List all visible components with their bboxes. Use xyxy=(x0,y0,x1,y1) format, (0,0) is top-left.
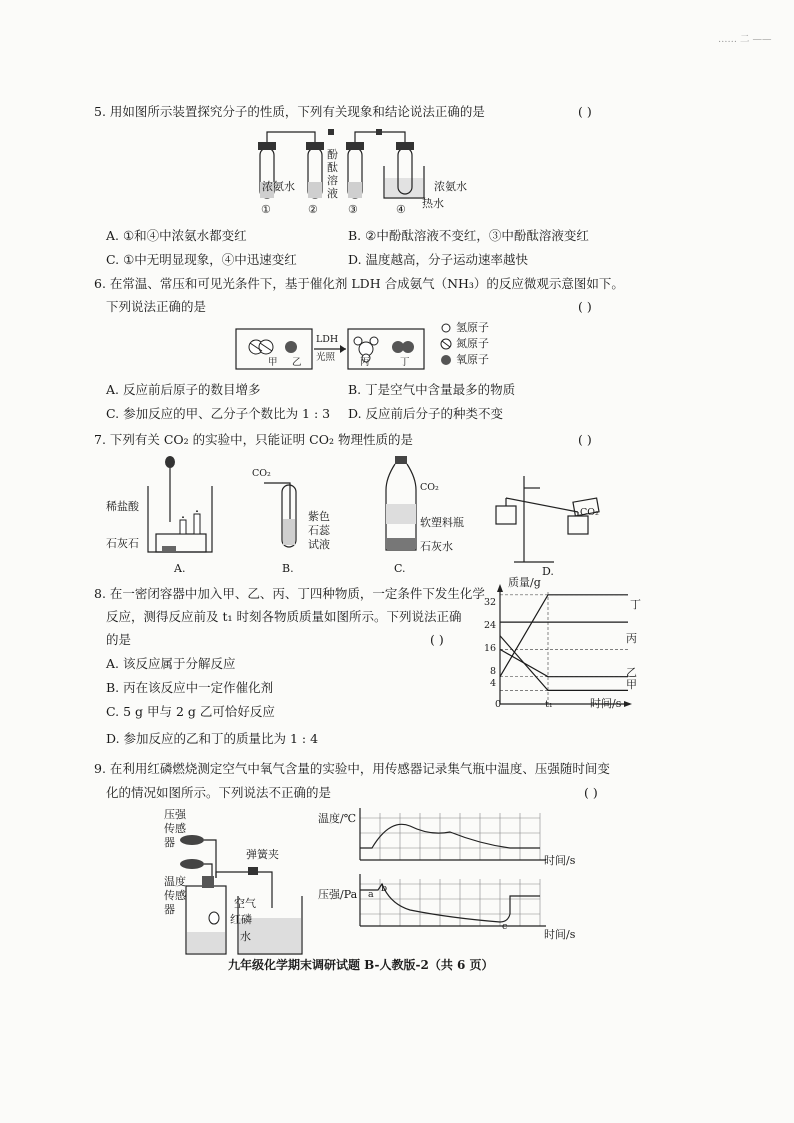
q8-stem-line1: 8. 在一密闭容器中加入甲、乙、丙、丁四种物质，一定条件下发生化学 xyxy=(94,586,485,601)
q9-time-axis-label-1: 时间/s xyxy=(544,854,576,867)
q7-figure-c xyxy=(382,456,422,556)
q8-series-jia-label: 甲 xyxy=(626,678,637,691)
q6-option-a[interactable]: A. 反应前后原子的数目增多 xyxy=(106,382,261,397)
q5-tube-3-number: ③ xyxy=(348,203,358,216)
q6-label-yi: 乙 xyxy=(292,357,302,368)
q7-b-label-co2: CO₂ xyxy=(252,468,271,479)
q7-a-caption: A. xyxy=(174,562,186,575)
q7-c-label-co2: CO₂ xyxy=(420,482,439,493)
q7-d-label-co2: CO₂ xyxy=(580,507,599,518)
q9-stem-line1: 9. 在利用红磷燃烧测定空气中氧气含量的实验中，用传感器记录集气瓶中温度、压强随时间变 xyxy=(94,761,610,776)
q8-stem-line2: 反应，测得反应前及 t₁ 时刻各物质质量如图所示。下列说法正确 xyxy=(106,609,462,624)
q9-point-a: a xyxy=(368,889,374,900)
q7-b-label-litmus: 紫色石蕊试液 xyxy=(308,510,330,551)
q8-option-b[interactable]: B. 丙在该反应中一定作催化剂 xyxy=(106,680,274,695)
q9-time-axis-label-2: 时间/s xyxy=(544,928,576,941)
q8-series-ding-label: 丁 xyxy=(630,598,641,611)
q6-option-c[interactable]: C. 参加反应的甲、乙分子个数比为 1 : 3 xyxy=(106,406,331,421)
q6-label-light: 光照 xyxy=(316,352,336,363)
q8-answer-paren: ( ) xyxy=(430,632,444,647)
q5-tube-2-number: ② xyxy=(308,203,318,216)
q7-figure-a xyxy=(140,456,220,556)
q5-option-a[interactable]: A. ①和④中浓氨水都变红 xyxy=(106,228,247,243)
q5-label-phenolphthalein: 酚酞溶液 xyxy=(327,148,338,200)
q8-series-line-0 xyxy=(500,595,628,677)
q9-pressure-axis-label: 压强/Pa xyxy=(318,888,358,901)
q8-x-tick-0: 0 xyxy=(495,699,502,710)
q7-stem: 7. 下列有关 CO₂ 的实验中，只能证明 CO₂ 物理性质的是 xyxy=(94,432,413,447)
q9-label-temperature-sensor: 温度传感器 xyxy=(164,875,186,916)
q7-c-label-limewater: 石灰水 xyxy=(420,540,453,553)
q9-point-b: b xyxy=(381,883,388,894)
q6-label-ding: 丁 xyxy=(400,357,410,368)
q6-label-bing: 丙 xyxy=(360,357,370,368)
q9-temperature-axis-label: 温度/℃ xyxy=(318,812,357,825)
q5-option-c[interactable]: C. ①中无明显现象，④中迅速变红 xyxy=(106,252,297,267)
q7-a-label-limestone: 石灰石 xyxy=(106,537,139,550)
q5-label-ammonia-1: 浓氨水 xyxy=(262,180,295,193)
q6-answer-paren: ( ) xyxy=(578,299,592,314)
q7-a-label-hcl: 稀盐酸 xyxy=(106,500,139,513)
q8-x-tick-t1: t₁ xyxy=(545,699,553,710)
q5-label-ammonia-4: 浓氨水 xyxy=(434,180,467,193)
q6-label-jia: 甲 xyxy=(268,357,278,368)
q7-figure-d xyxy=(494,466,594,566)
q7-figure-b xyxy=(262,475,312,555)
q9-label-air: 空气 xyxy=(234,897,256,910)
q5-label-hot-water: 热水 xyxy=(422,197,444,210)
q9-label-red-phosphorus: 红磷 xyxy=(230,913,252,926)
q6-stem-line1: 6. 在常温、常压和可见光条件下，基于催化剂 LDH 合成氨气（NH₃）的反应微观示意图如下。 xyxy=(94,276,624,291)
q8-y-axis-label: 质量/g xyxy=(508,576,541,589)
q8-y-tick-16: 16 xyxy=(484,643,497,654)
q6-legend-nitrogen: 氮原子 xyxy=(456,337,489,350)
page-footer: 九年级化学期末调研试题 B-人教版-2（共 6 页） xyxy=(228,958,494,972)
q8-y-tick-4: 4 xyxy=(490,678,497,689)
q8-series-bing-label: 丙 xyxy=(626,632,637,645)
q5-option-d[interactable]: D. 温度越高，分子运动速率越快 xyxy=(348,252,529,267)
q8-series-yi-label: 乙 xyxy=(626,666,637,679)
q9-point-c: c xyxy=(502,921,508,932)
q5-tube-4-number: ④ xyxy=(396,203,406,216)
q9-label-spring-clamp: 弹簧夹 xyxy=(246,848,279,861)
q8-x-axis-label: 时间/s xyxy=(590,697,622,710)
q8-stem-line3: 的是 xyxy=(106,632,132,647)
q6-legend-symbols xyxy=(440,322,454,372)
q7-b-caption: B. xyxy=(282,562,294,575)
q9-temperature-graph xyxy=(350,808,550,868)
q8-y-tick-32: 32 xyxy=(484,597,497,608)
q8-mass-chart xyxy=(478,580,648,720)
q7-c-label-bottle: 软塑料瓶 xyxy=(420,516,464,529)
q7-c-caption: C. xyxy=(394,562,406,575)
q8-series-line-2 xyxy=(500,649,628,676)
q5-option-b[interactable]: B. ②中酚酞溶液不变红，③中酚酞溶液变红 xyxy=(348,228,589,243)
q6-option-d[interactable]: D. 反应前后分子的种类不变 xyxy=(348,406,504,421)
q5-stem: 5. 用如图所示装置探究分子的性质，下列有关现象和结论说法正确的是 xyxy=(94,104,485,119)
q9-answer-paren: ( ) xyxy=(584,785,598,800)
q8-option-a[interactable]: A. 该反应属于分解反应 xyxy=(106,656,236,671)
q9-label-water: 水 xyxy=(240,930,251,943)
q5-answer-paren: ( ) xyxy=(578,104,592,119)
q6-option-b[interactable]: B. 丁是空气中含量最多的物质 xyxy=(348,382,516,397)
q6-label-ldh: LDH xyxy=(316,334,339,345)
q8-y-tick-24: 24 xyxy=(484,620,497,631)
q6-legend-oxygen: 氧原子 xyxy=(456,353,489,366)
q7-d-caption: D. xyxy=(542,565,554,578)
q5-tube-1-number: ① xyxy=(261,203,271,216)
q8-option-d[interactable]: D. 参加反应的乙和丁的质量比为 1 : 4 xyxy=(106,731,319,746)
q6-legend-hydrogen: 氢原子 xyxy=(456,321,489,334)
q8-option-c[interactable]: C. 5 g 甲与 2 g 乙可恰好反应 xyxy=(106,704,275,719)
q7-answer-paren: ( ) xyxy=(578,432,592,447)
q8-y-tick-8: 8 xyxy=(490,666,497,677)
q9-pressure-graph xyxy=(350,874,550,934)
q6-stem-line2: 下列说法正确的是 xyxy=(106,299,207,314)
q9-label-pressure-sensor: 压强传感器 xyxy=(164,808,186,849)
q9-stem-line2: 化的情况如图所示。下列说法不正确的是 xyxy=(106,785,332,800)
header-mark: …… 二 —— xyxy=(718,34,772,45)
